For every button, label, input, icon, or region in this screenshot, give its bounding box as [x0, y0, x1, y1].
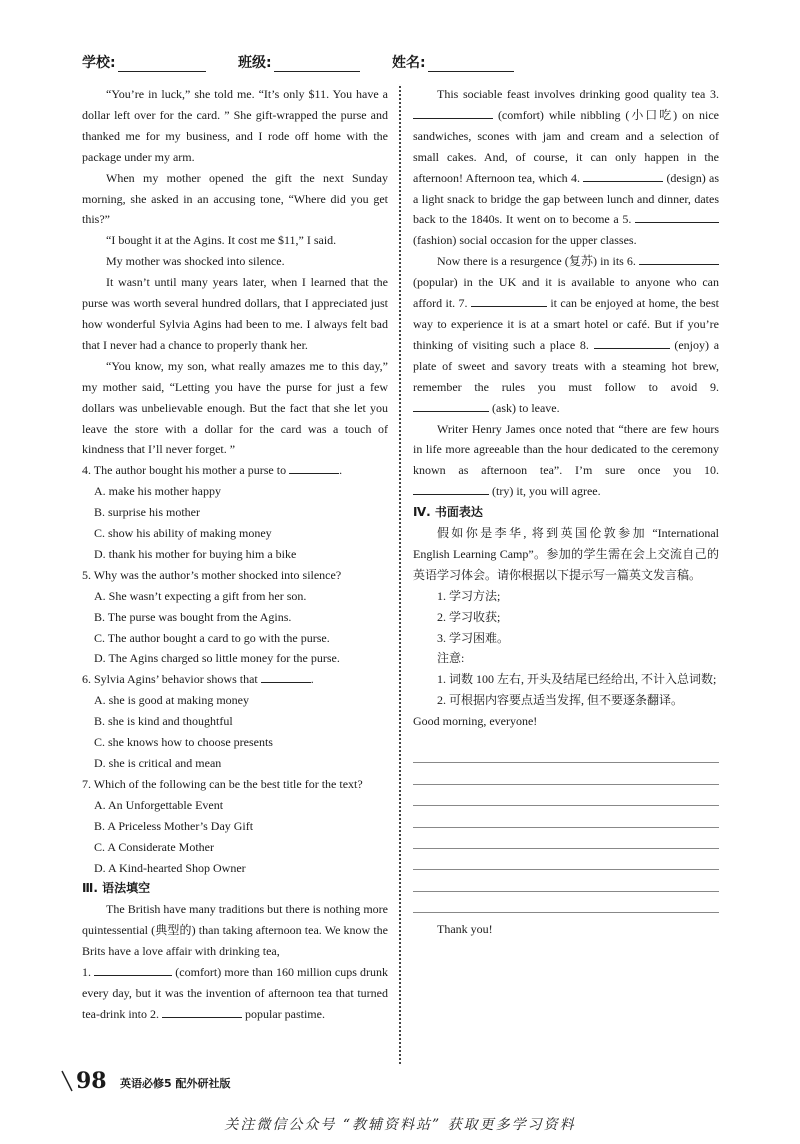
- blank-number: 3.: [710, 87, 720, 101]
- writing-line[interactable]: [413, 806, 719, 827]
- grammar-paragraph: [413, 84, 719, 251]
- writing-line[interactable]: [413, 763, 719, 784]
- option-d[interactable]: D. The Agins charged so little money for the purse.: [94, 651, 340, 666]
- blank-9[interactable]: [413, 398, 489, 412]
- blank-number: 10.: [704, 463, 719, 478]
- blank-number: 4.: [570, 170, 580, 185]
- grammar-text: (comfort) while nibbling (小口吃) on nice sandwiches, scones with jam and cream and a selection of small cakes. And, of course, it can only happen in the afternoon! Afternoon tea, which: [413, 107, 719, 185]
- option-a[interactable]: A. An Unforgettable Event: [94, 797, 224, 812]
- question-end: .: [310, 672, 314, 687]
- question-6: [82, 669, 388, 690]
- story-paragraph: When my mother opened the gift the next Sunday morning, she asked in an accusing tone, “Where did you get this?”: [82, 170, 388, 227]
- grammar-text: This sociable feast involves drinking good quality tea: [437, 87, 706, 101]
- blank-8[interactable]: [594, 335, 670, 349]
- blank-number: 1.: [82, 965, 91, 980]
- writing-line[interactable]: [413, 785, 719, 806]
- story-paragraph: “You know, my son, what really amazes me to this day,” my mother said, “Letting you have the purse for just a few dollars was unbelievable enough. But the fact that she let you leave the store with a dollar for the card was a touch of kindness that I’ll never forget. ”: [82, 358, 388, 457]
- grammar-paragraph: [413, 251, 719, 418]
- grammar-text: (try) it, you will agree.: [492, 484, 601, 499]
- question-stem: 4. The author bought his mother a purse to: [82, 463, 287, 478]
- grammar-text: The British have many traditions but there is nothing more quintessential (典型的) than taking afternoon tea. We know the Brits have a love affair with drinking tea,: [82, 902, 388, 959]
- grammar-text: popular pastime.: [244, 1006, 325, 1021]
- story-paragraph: “I bought it at the Agins. It cost me $11,” I said.: [106, 233, 337, 248]
- name-field: [392, 52, 514, 72]
- page-number: 98: [76, 1068, 107, 1094]
- school-field: [82, 52, 206, 72]
- writing-line[interactable]: [413, 892, 719, 913]
- blank-1[interactable]: [94, 962, 172, 976]
- blank-number: 6.: [626, 254, 636, 269]
- grammar-text: (enjoy) a plate of sweet and savory treats with a steaming hot brew, remember the rules you must follow to avoid: [413, 337, 720, 394]
- question-4: [82, 460, 388, 481]
- option-d[interactable]: D. she is critical and mean: [94, 756, 222, 770]
- option-c[interactable]: C. A Considerate Mother: [94, 839, 214, 854]
- answer-blank[interactable]: [261, 669, 311, 683]
- blank-6[interactable]: [639, 251, 719, 265]
- section-3-title: Ⅲ. 语法填空: [82, 881, 151, 896]
- question-stem: 7. Which of the following can be the best title for the text?: [82, 776, 363, 791]
- blank-2[interactable]: [162, 1004, 242, 1018]
- question-5: [82, 565, 388, 586]
- left-column: [82, 84, 388, 1025]
- option-c[interactable]: C. show his ability of making money: [94, 526, 272, 541]
- grammar-text: (comfort) more than 160 million cups drunk every day, but it was the invention of afternoon tea that turned tea-drink into: [82, 965, 389, 1021]
- question-stem: 6. Sylvia Agins’ behavior shows that: [82, 672, 258, 687]
- blank-10[interactable]: [413, 481, 489, 495]
- page-footer: [60, 1068, 460, 1096]
- greeting: Good morning, everyone!: [413, 714, 538, 729]
- school-blank[interactable]: [118, 55, 206, 72]
- note-label: 注意:: [437, 651, 465, 666]
- slash-decoration-icon: [60, 1070, 74, 1092]
- class-label: 班级:: [238, 55, 272, 71]
- option-c[interactable]: C. she knows how to choose presents: [94, 735, 273, 750]
- option-d[interactable]: D. A Kind-hearted Shop Owner: [94, 860, 246, 875]
- name-blank[interactable]: [428, 55, 514, 72]
- question-7: [82, 774, 388, 795]
- answer-blank[interactable]: [289, 460, 339, 474]
- grammar-text: (ask) to leave.: [492, 400, 560, 415]
- book-title: 英语必修5 配外研社版: [120, 1077, 231, 1090]
- blank-number: 8.: [579, 337, 589, 352]
- blank-3[interactable]: [413, 105, 493, 119]
- writing-line[interactable]: [413, 870, 719, 891]
- grammar-text: Now there is a resurgence (复苏) in its: [437, 254, 624, 269]
- class-field: [238, 52, 360, 72]
- blank-number: 5.: [622, 212, 632, 227]
- grammar-paragraph: [82, 899, 388, 1024]
- question-stem: 5. Why was the author’s mother shocked into silence?: [82, 567, 342, 582]
- grammar-text: it can be enjoyed at home, the best way to experience it is at a smart hotel or café. But if you’re thinking of visiting such a place: [413, 296, 719, 352]
- blank-number: 7.: [458, 296, 468, 311]
- column-divider: [399, 86, 401, 1064]
- task-point: 2. 学习收获;: [437, 609, 501, 624]
- blank-5[interactable]: [635, 209, 719, 223]
- option-b[interactable]: B. The purse was bought from the Agins.: [94, 609, 292, 624]
- option-a[interactable]: A. she is good at making money: [94, 693, 249, 708]
- writing-line[interactable]: [413, 828, 719, 849]
- option-c[interactable]: C. The author bought a card to go with the purse.: [94, 630, 330, 645]
- blank-number: 9.: [710, 379, 719, 394]
- option-a[interactable]: A. She wasn’t expecting a gift from her son.: [94, 588, 307, 603]
- option-a[interactable]: A. make his mother happy: [94, 484, 221, 499]
- section-4-title: Ⅳ. 书面表达: [413, 505, 483, 520]
- option-b[interactable]: B. surprise his mother: [94, 505, 200, 520]
- task-point: 3. 学习困难。: [437, 630, 510, 645]
- note-item: 1. 词数 100 左右, 开头及结尾已经给出, 不计入总词数;: [437, 672, 717, 687]
- blank-number: 2.: [149, 1006, 159, 1021]
- story-paragraph: “You’re in luck,” she told me. “It’s only $11. You have a dollar left over for the card. ” She gift-wrapped the purse and thanked me for my business, and I rode off home with the package under my arm.: [82, 87, 388, 164]
- grammar-text: (design) as a light snack to bridge the gap between lunch and dinner, dates back to the 1840s. It went on to become a: [413, 170, 720, 227]
- grammar-text: (popular) in the UK and it is available to anyone who can afford it.: [413, 275, 719, 311]
- closing: Thank you!: [437, 922, 493, 937]
- option-b[interactable]: B. she is kind and thoughtful: [94, 714, 233, 729]
- wechat-note: 关注微信公众号 “教辅资料站” 获取更多学习资料: [224, 1117, 576, 1133]
- grammar-paragraph: [413, 419, 719, 503]
- writing-task: 假如你是李华, 将到英国伦敦参加 “International English Learning Camp”。参加的学生需在会上交流自己的英语学习体会。请你根据以下提示写一篇英文发言稿。: [413, 526, 719, 582]
- blank-7[interactable]: [471, 293, 547, 307]
- blank-4[interactable]: [583, 168, 663, 182]
- name-label: 姓名:: [392, 55, 426, 71]
- school-label: 学校:: [82, 55, 116, 71]
- right-column: [413, 84, 719, 940]
- grammar-text: (fashion) social occasion for the upper classes.: [413, 233, 637, 248]
- story-paragraph: My mother was shocked into silence.: [106, 254, 285, 269]
- note-item: 2. 可根据内容要点适当发挥, 但不要逐条翻译。: [437, 693, 684, 708]
- writing-area[interactable]: [413, 742, 719, 913]
- class-blank[interactable]: [274, 55, 360, 72]
- task-point: 1. 学习方法;: [437, 588, 501, 603]
- student-info-header: [82, 52, 740, 76]
- writing-line[interactable]: [413, 849, 719, 870]
- writing-line[interactable]: [413, 742, 719, 763]
- option-d[interactable]: D. thank his mother for buying him a bike: [94, 546, 297, 561]
- question-end: .: [339, 463, 343, 478]
- grammar-text: Writer Henry James once noted that “there are few hours in life more agreeable than the hour dedicated to the ceremony known as afternoon tea”. I’m sure once you: [413, 421, 719, 478]
- story-paragraph: It wasn’t until many years later, when I learned that the purse was worth several hundred dollars, that I appreciated just how wonderful Sylvia Agins had been to me. I always felt bad that I never had a chance to properly thank her.: [82, 275, 388, 352]
- option-b[interactable]: B. A Priceless Mother’s Day Gift: [94, 818, 254, 833]
